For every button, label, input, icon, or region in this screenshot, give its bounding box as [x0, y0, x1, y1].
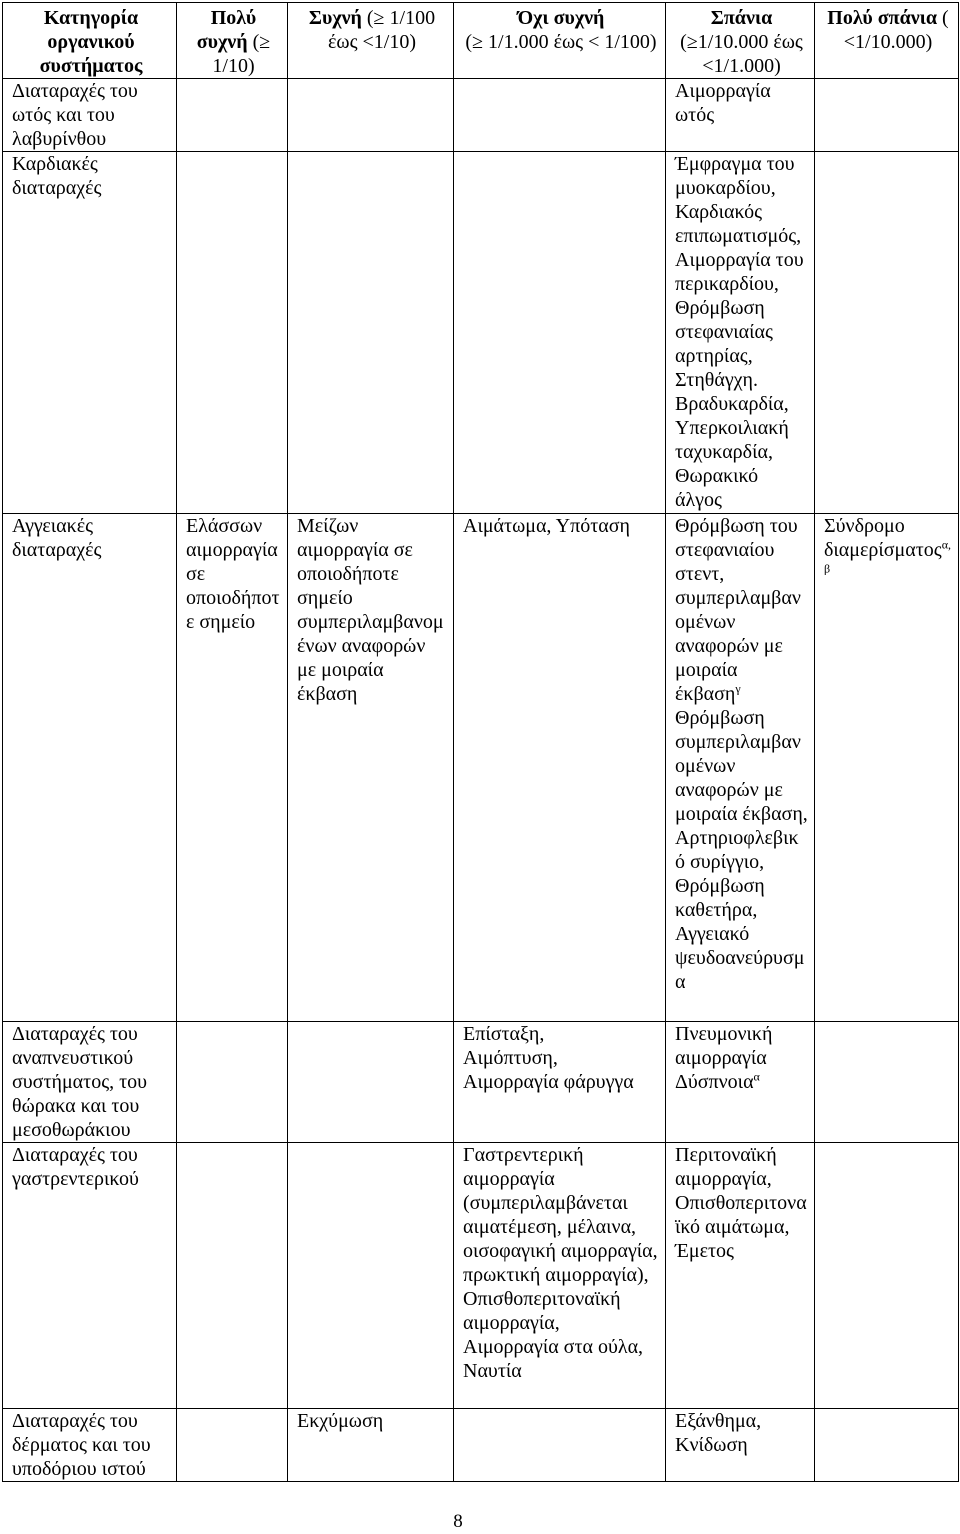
- reaction-paragraph: [675, 1022, 808, 1070]
- common-cell: [288, 79, 454, 152]
- header-uncommon: [454, 3, 666, 79]
- header-common-label: Συχνή: [308, 7, 362, 29]
- header-rare-range: (≥1/10.000 έως <1/1.000): [680, 31, 803, 77]
- reaction-text: Επίσταξη,: [463, 1023, 545, 1045]
- common-cell: [288, 1409, 454, 1482]
- footnote-marker: γ: [735, 681, 741, 696]
- uncommon-cell: [454, 1022, 666, 1143]
- reaction-paragraph: [675, 514, 808, 706]
- uncommon-cell: [454, 1409, 666, 1482]
- table-row: [3, 514, 959, 1022]
- very-common-cell: [177, 1022, 288, 1143]
- reaction-text: Αιμορραγία ωτός: [675, 80, 771, 126]
- uncommon-cell: [454, 1143, 666, 1409]
- reaction-text: Πνευμονική αιμορραγία: [675, 1023, 773, 1069]
- very-common-cell: [177, 1409, 288, 1482]
- header-common: [288, 3, 454, 79]
- very-common-cell: [177, 514, 288, 1022]
- reaction-text: Έμφραγμα του μυοκαρδίου, Καρδιακός επιπωματισμός, Αιμορραγία του περικαρδίου, Θρόμβωση στεφανιαίας αρτηρίας, Στηθάγχη. Βραδυκαρδία, Υπερκοιλιακή ταχυκαρδία, Θωρακικό άλγος: [675, 153, 804, 511]
- header-very-common-label: Πολύ συχνή: [196, 7, 257, 53]
- reaction-text: Αιμόπτυση,: [463, 1047, 558, 1069]
- category-cell: [3, 1143, 177, 1409]
- common-cell: [288, 1143, 454, 1409]
- header-very-rare-range: ( <1/10.000): [843, 7, 949, 53]
- reaction-text: Αιμορραγία φάρυγγα: [463, 1071, 634, 1093]
- reaction-paragraph: [675, 1070, 808, 1094]
- rare-cell: [666, 79, 815, 152]
- header-rare: [666, 3, 815, 79]
- category-label: Διαταραχές του αναπνευστικού συστήματος, του θώρακα και του μεσοθωράκιου: [12, 1023, 148, 1141]
- footnote-marker: α: [753, 1069, 760, 1084]
- header-very-rare: [815, 3, 959, 79]
- category-cell: [3, 1409, 177, 1482]
- very-common-cell: [177, 79, 288, 152]
- table-row: [3, 1409, 959, 1482]
- very-rare-cell: [815, 79, 959, 152]
- reaction-text: Σύνδρομο διαμερίσματος: [824, 515, 942, 561]
- header-very-rare-label: Πολύ σπάνια: [827, 7, 938, 29]
- header-uncommon-range: (≥ 1/1.000 έως < 1/100): [465, 31, 657, 53]
- category-cell: [3, 79, 177, 152]
- category-label: Διαταραχές του γαστρεντερικού: [12, 1144, 139, 1190]
- table-row: [3, 1022, 959, 1143]
- category-label: Διαταραχές του δέρματος και του υποδόριου ιστού: [12, 1410, 151, 1480]
- header-rare-label: Σπάνια: [710, 7, 773, 29]
- reaction-paragraph: [824, 514, 952, 586]
- table-row: [3, 152, 959, 514]
- very-common-cell: [177, 1143, 288, 1409]
- category-label: Καρδιακές διαταραχές: [12, 153, 102, 199]
- very-rare-cell: [815, 514, 959, 1022]
- rare-cell: [666, 1409, 815, 1482]
- very-rare-cell: [815, 1409, 959, 1482]
- reaction-text: Θρόμβωση συμπεριλαμβανομένων αναφορών με μοιραία έκβαση, Αρτηριοφλεβικό συρίγγιο, Θρόμβωση καθετήρα, Αγγειακό ψευδοανεύρυσμα: [675, 707, 808, 993]
- very-common-cell: [177, 152, 288, 514]
- common-cell: [288, 514, 454, 1022]
- table-row: [3, 79, 959, 152]
- very-rare-cell: [815, 152, 959, 514]
- reaction-text: Μείζων αιμορραγία σε οποιοδήποτε σημείο συμπεριλαμβανομένων αναφορών με μοιραία έκβαση: [297, 515, 444, 705]
- header-category: [3, 3, 177, 79]
- adverse-reactions-table: [2, 2, 959, 1482]
- page-number: 8: [453, 1511, 463, 1532]
- category-label: Αγγειακές διαταραχές: [12, 515, 102, 561]
- reaction-text: Γαστρεντερική αιμορραγία (συμπεριλαμβάνεται αιματέμεση, μέλαινα, οισοφαγική αιμορραγία, πρωκτική αιμορραγία), Οπισθοπεριτοναϊκή αιμορραγία, Αιμορραγία στα ούλα, Ναυτία: [463, 1144, 658, 1382]
- header-very-common: [177, 3, 288, 79]
- common-cell: [288, 152, 454, 514]
- header-uncommon-label: Όχι συχνή: [517, 7, 605, 29]
- reaction-text: Αιμάτωμα, Υπόταση: [463, 515, 630, 537]
- rare-cell: [666, 514, 815, 1022]
- reaction-text: Εκχύμωση: [297, 1410, 384, 1432]
- rare-cell: [666, 1143, 815, 1409]
- rare-cell: [666, 152, 815, 514]
- footnote-marker: α, β: [824, 537, 952, 576]
- uncommon-cell: [454, 514, 666, 1022]
- header-row: [3, 3, 959, 79]
- reaction-text: Ελάσσων αιμορραγία σε οποιοδήποτε σημείο: [186, 515, 280, 633]
- rare-cell: [666, 1022, 815, 1143]
- category-cell: [3, 152, 177, 514]
- table-row: [3, 1143, 959, 1409]
- header-category-label: Κατηγορία οργανικού συστήματος: [39, 7, 143, 77]
- reaction-paragraph: [675, 706, 808, 994]
- reaction-text: Θρόμβωση του στεφανιαίου στεντ, συμπεριλαμβανομένων αναφορών με μοιραία έκβαση: [675, 515, 801, 705]
- header-common-range: (≥ 1/100 έως <1/10): [328, 7, 436, 53]
- category-cell: [3, 1022, 177, 1143]
- category-cell: [3, 514, 177, 1022]
- reaction-text: Δύσπνοια: [675, 1071, 754, 1093]
- category-label: Διαταραχές του ωτός και του λαβυρίνθου: [12, 80, 138, 150]
- very-rare-cell: [815, 1022, 959, 1143]
- header-very-common-range: (≥ 1/10): [212, 31, 271, 77]
- reaction-text: Εξάνθημα, Κνίδωση: [675, 1410, 762, 1456]
- common-cell: [288, 1022, 454, 1143]
- uncommon-cell: [454, 79, 666, 152]
- very-rare-cell: [815, 1143, 959, 1409]
- reaction-text: Περιτοναϊκή αιμορραγία, Οπισθοπεριτοναϊκό αιμάτωμα, Έμετος: [675, 1144, 807, 1262]
- uncommon-cell: [454, 152, 666, 514]
